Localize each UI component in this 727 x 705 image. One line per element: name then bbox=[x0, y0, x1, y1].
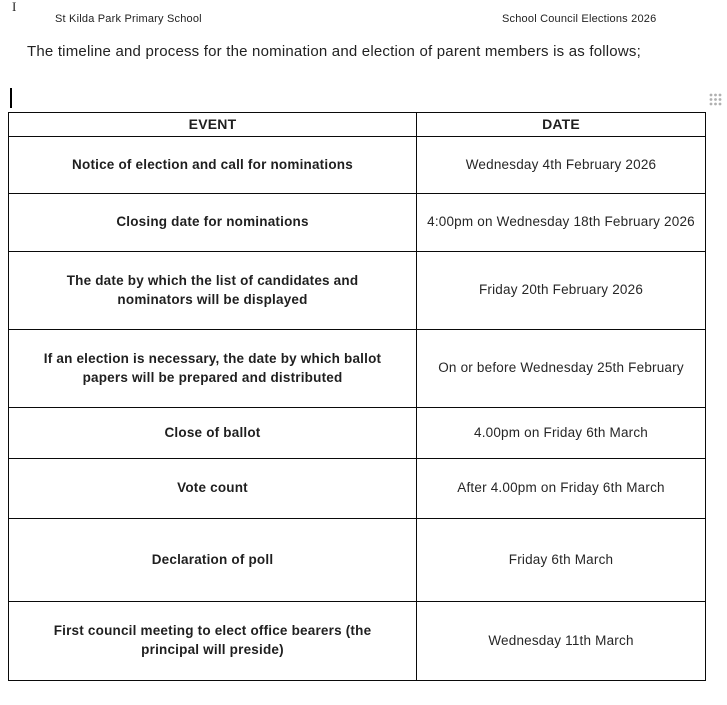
drag-handle-dots bbox=[708, 92, 723, 107]
table-row bbox=[9, 330, 706, 408]
date-cell[interactable]: After 4.00pm on Friday 6th March bbox=[417, 459, 706, 519]
date-cell[interactable]: On or before Wednesday 25th February bbox=[417, 330, 706, 408]
event-cell[interactable]: Closing date for nominations bbox=[9, 194, 417, 252]
table-row bbox=[9, 408, 706, 459]
table-row bbox=[9, 137, 706, 194]
table-row bbox=[9, 194, 706, 252]
event-cell[interactable]: Vote count bbox=[9, 459, 417, 519]
table-row bbox=[9, 459, 706, 519]
event-cell[interactable]: First council meeting to elect office bearers (the principal will preside) bbox=[9, 602, 417, 681]
election-timeline-table bbox=[8, 112, 706, 681]
event-cell[interactable]: Close of ballot bbox=[9, 408, 417, 459]
text-caret bbox=[10, 88, 12, 108]
document-header-left[interactable]: St Kilda Park Primary School bbox=[55, 13, 202, 25]
date-cell[interactable]: 4.00pm on Friday 6th March bbox=[417, 408, 706, 459]
i-beam-cursor-icon: I bbox=[12, 0, 17, 14]
table-drag-handle-icon[interactable] bbox=[708, 92, 723, 107]
event-cell[interactable]: If an election is necessary, the date by which ballot papers will be prepared and distributed bbox=[9, 330, 417, 408]
date-cell[interactable]: Friday 20th February 2026 bbox=[417, 252, 706, 330]
event-cell[interactable]: The date by which the list of candidates and nominators will be displayed bbox=[9, 252, 417, 330]
column-header-event[interactable]: EVENT bbox=[9, 113, 417, 137]
intro-paragraph[interactable]: The timeline and process for the nomination and election of parent members is as follows; bbox=[27, 43, 641, 60]
column-header-date[interactable]: DATE bbox=[417, 113, 706, 137]
event-cell[interactable]: Declaration of poll bbox=[9, 519, 417, 602]
table-row bbox=[9, 252, 706, 330]
date-cell[interactable]: Friday 6th March bbox=[417, 519, 706, 602]
date-cell[interactable]: Wednesday 11th March bbox=[417, 602, 706, 681]
document-header-right[interactable]: School Council Elections 2026 bbox=[502, 13, 657, 25]
event-cell[interactable]: Notice of election and call for nominations bbox=[9, 137, 417, 194]
date-cell[interactable]: 4:00pm on Wednesday 18th February 2026 bbox=[417, 194, 706, 252]
table-row bbox=[9, 602, 706, 681]
table-row bbox=[9, 519, 706, 602]
date-cell[interactable]: Wednesday 4th February 2026 bbox=[417, 137, 706, 194]
table-header-row bbox=[9, 113, 706, 137]
